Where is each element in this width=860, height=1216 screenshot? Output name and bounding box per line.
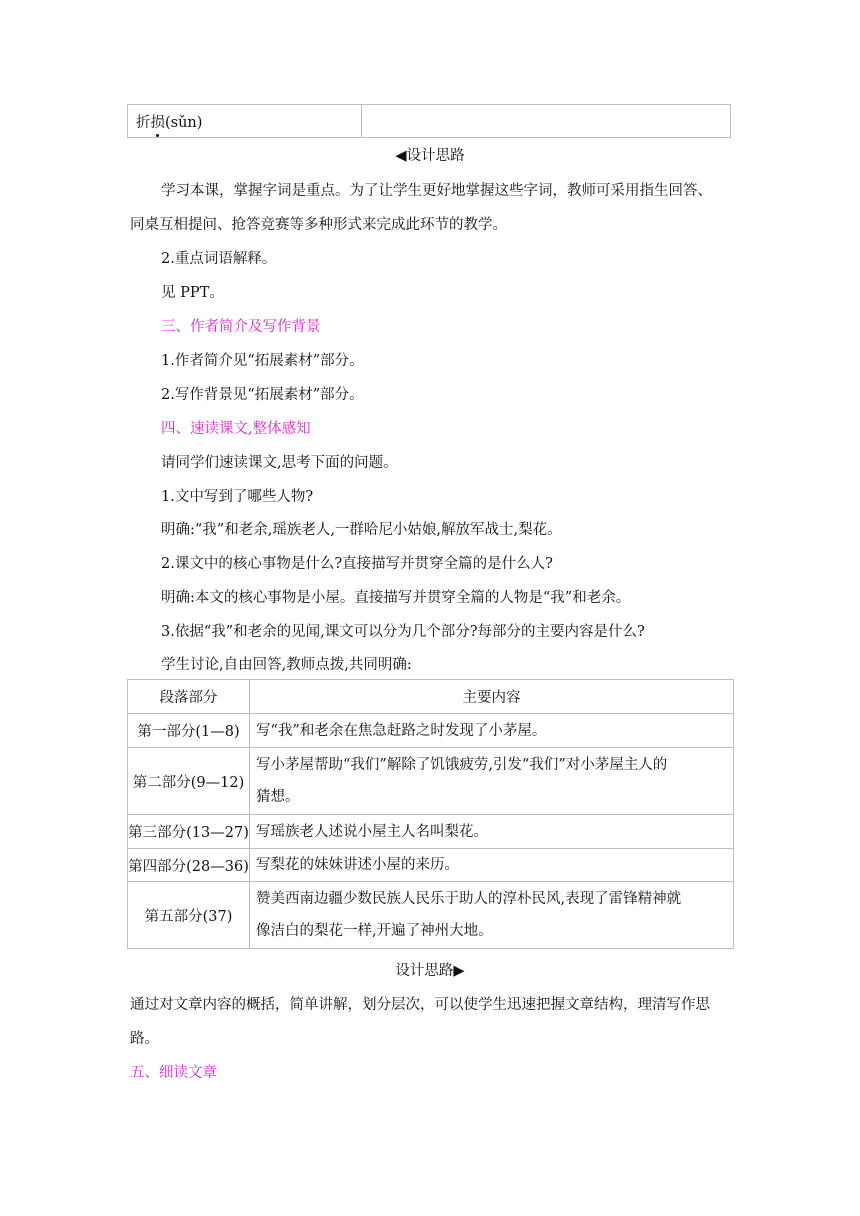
table-row xyxy=(128,882,734,949)
paragraph-line: 学生讨论,自由回答,教师点拨,共同明确: xyxy=(161,657,412,673)
answer-line: 明确:本文的核心事物是小屋。直接描写并贯穿全篇的人物是“我”和老余。 xyxy=(161,590,631,606)
list-item: 2.重点词语解释。 xyxy=(161,251,277,267)
design-idea-heading: 设计思路▶ xyxy=(395,963,465,979)
structure-table xyxy=(127,679,734,949)
paragraph-line: 请同学们速读课文,思考下面的问题。 xyxy=(161,455,398,471)
paragraph-line: 学习本课，掌握字词是重点。为了让学生更好地掌握这些字词，教师可采用指生回答、 xyxy=(161,183,712,199)
section-heading: 四、速读课文,整体感知 xyxy=(161,421,311,437)
table-row xyxy=(128,105,731,138)
content-line: 赞美西南边疆少数民族人民乐于助人的淳朴民风,表现了雷锋精神就 xyxy=(256,891,682,907)
question-line: 3.依据“我”和老余的见闻,课文可以分为几个部分?每部分的主要内容是什么? xyxy=(161,624,645,640)
part-cell: 第五部分(37) xyxy=(128,882,250,949)
paragraph-line: 同桌互相提问、抢答竞赛等多种形式来完成此环节的教学。 xyxy=(130,217,507,233)
list-item: 1.作者简介见“拓展素材”部分。 xyxy=(161,353,364,369)
vocab-meaning-cell xyxy=(362,105,731,138)
content-cell xyxy=(250,882,734,949)
question-line: 2.课文中的核心事物是什么?直接描写并贯穿全篇的是什么人? xyxy=(161,556,553,572)
content-cell: 写瑶族老人述说小屋主人名叫梨花。 xyxy=(250,815,734,849)
part-cell: 第四部分(28—36) xyxy=(128,849,250,882)
table-header-cell: 段落部分 xyxy=(128,680,250,714)
table-header-row xyxy=(128,680,734,714)
emphasis-dot-char: 损 xyxy=(150,114,165,131)
vocab-word-pinyin: (sǔn) xyxy=(165,114,203,131)
content-cell: 写梨花的妹妹讲述小屋的来历。 xyxy=(250,849,734,882)
vocab-word-cell xyxy=(128,105,362,138)
list-item: 2.写作背景见“拓展素材”部分。 xyxy=(161,387,364,403)
vocab-table xyxy=(127,104,731,138)
section-heading: 五、细读文章 xyxy=(130,1065,217,1081)
table-row xyxy=(128,748,734,815)
section-heading: 三、作者简介及写作背景 xyxy=(161,319,321,335)
part-cell: 第二部分(9—12) xyxy=(128,748,250,815)
answer-line: 明确:“我”和老余,瑶族老人,一群哈尼小姑娘,解放军战士,梨花。 xyxy=(161,522,562,538)
content-line: 猜想。 xyxy=(256,789,300,805)
paragraph-line: 见 PPT。 xyxy=(161,285,224,301)
table-row xyxy=(128,849,734,882)
part-cell: 第一部分(1—8) xyxy=(128,714,250,748)
question-line: 1.文中写到了哪些人物? xyxy=(161,489,314,505)
content-line: 写小茅屋帮助“我们”解除了饥饿疲劳,引发“我们”对小茅屋主人的 xyxy=(256,757,668,773)
content-line: 像洁白的梨花一样,开遍了神州大地。 xyxy=(256,923,493,939)
table-row xyxy=(128,714,734,748)
design-idea-heading: ◀设计思路 xyxy=(395,148,465,164)
paragraph-line: 通过对文章内容的概括，简单讲解，划分层次，可以使学生迅速把握文章结构，理清写作思 xyxy=(130,997,710,1013)
table-row xyxy=(128,815,734,849)
content-cell: 写“我”和老余在焦急赶路之时发现了小茅屋。 xyxy=(250,714,734,748)
table-header-cell: 主要内容 xyxy=(250,680,734,714)
part-cell: 第三部分(13—27) xyxy=(128,815,250,849)
paragraph-line: 路。 xyxy=(130,1031,159,1047)
content-cell xyxy=(250,748,734,815)
vocab-word-prefix: 折 xyxy=(136,114,151,131)
